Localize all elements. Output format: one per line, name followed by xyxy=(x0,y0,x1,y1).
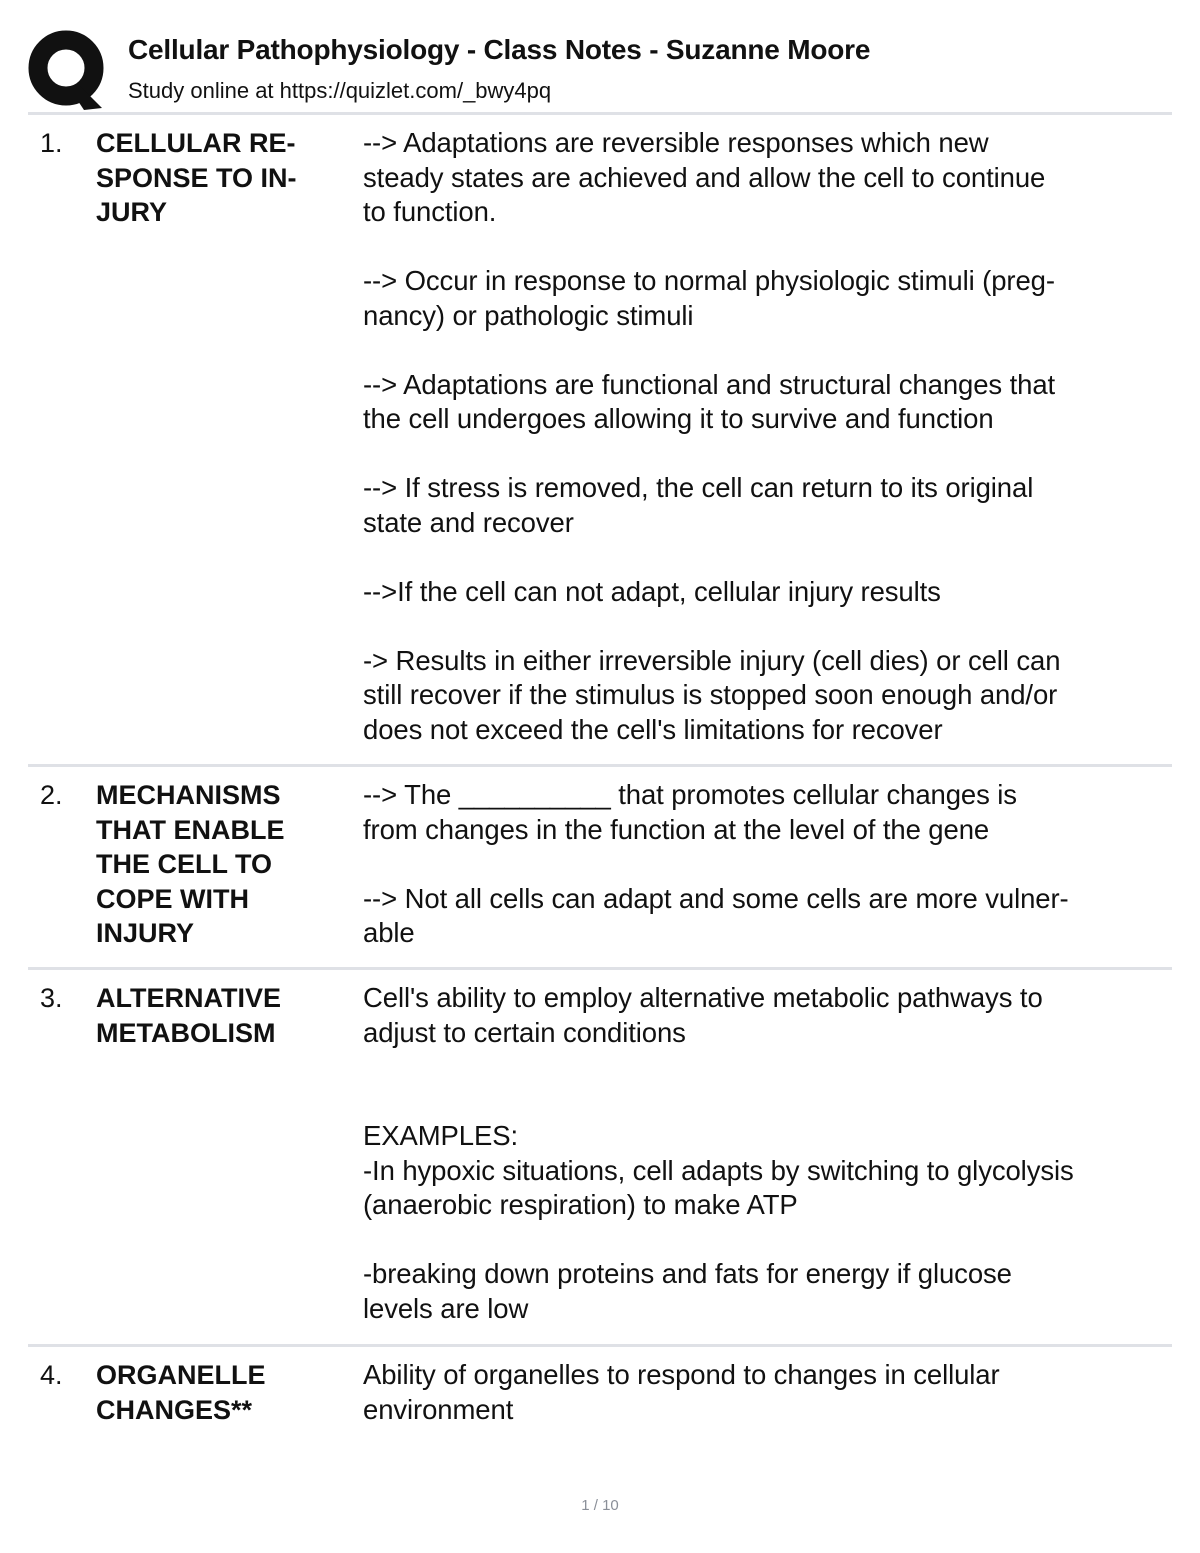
card-number: 2. xyxy=(40,780,63,810)
page-title: Cellular Pathophysiology - Class Notes - Suzanne Moore xyxy=(128,34,871,65)
definition-paragraph: --> Adaptations are functional and structural changes that the cell undergoes allowing it to survive and function xyxy=(363,368,1056,434)
definition-paragraph: Ability of organelles to respond to changes in cellular environment xyxy=(363,1359,1000,1425)
page-number: 1 / 10 xyxy=(581,1497,619,1514)
definition-paragraph: Cell's ability to employ alternative metabolic pathways to adjust to certain conditions xyxy=(363,982,1043,1048)
definition-paragraph: -breaking down proteins and fats for energy if glucose levels are low xyxy=(363,1258,1012,1324)
definition-paragraph: EXAMPLES: -In hypoxic situations, cell adapts by switching to glycolysis (anaerobic respiration) to make ATP xyxy=(363,1120,1074,1220)
definition-paragraph: -> Results in either irreversible injury (cell dies) or cell can still recover if the stimulus is stopped soon enough and/or does not exceed the cell's limitations for recover xyxy=(363,644,1061,745)
card-definition xyxy=(363,126,1163,747)
study-link-text: Study online at https://quizlet.com/_bwy4pq xyxy=(128,78,552,103)
definition-paragraph: --> The __________ that promotes cellular changes is from changes in the function at the level of the gene xyxy=(363,779,1017,845)
card-number: 3. xyxy=(40,983,63,1013)
card-term: MECHANISMS THAT ENABLE THE CELL TO COPE WITH INJURY xyxy=(96,780,285,948)
definition-paragraph: --> Adaptations are reversible responses which new steady states are achieved and allow the cell to continue to function. xyxy=(363,127,1046,227)
card-number: 1. xyxy=(40,128,63,158)
card-term: CELLULAR RE- SPONSE TO IN- JURY xyxy=(96,128,297,227)
card-definition xyxy=(363,981,1163,1326)
card-divider xyxy=(28,967,1172,970)
definition-paragraph: --> If stress is removed, the cell can return to its original state and recover xyxy=(363,472,1034,538)
quizlet-logo-icon xyxy=(28,30,108,110)
card-number: 4. xyxy=(40,1360,63,1390)
card-definition xyxy=(363,1358,1163,1427)
card-term: ORGANELLE CHANGES** xyxy=(96,1360,266,1425)
card-term: ALTERNATIVE METABOLISM xyxy=(96,983,281,1048)
page-header xyxy=(28,28,1172,112)
definition-paragraph: -->If the cell can not adapt, cellular injury results xyxy=(363,575,941,607)
card-divider xyxy=(28,764,1172,767)
definition-paragraph: --> Occur in response to normal physiologic stimuli (preg- nancy) or pathologic stimuli xyxy=(363,265,1055,331)
card-definition xyxy=(363,778,1163,951)
card-divider xyxy=(28,1344,1172,1347)
header-divider xyxy=(28,112,1172,115)
definition-paragraph: --> Not all cells can adapt and some cells are more vulner- able xyxy=(363,882,1069,948)
